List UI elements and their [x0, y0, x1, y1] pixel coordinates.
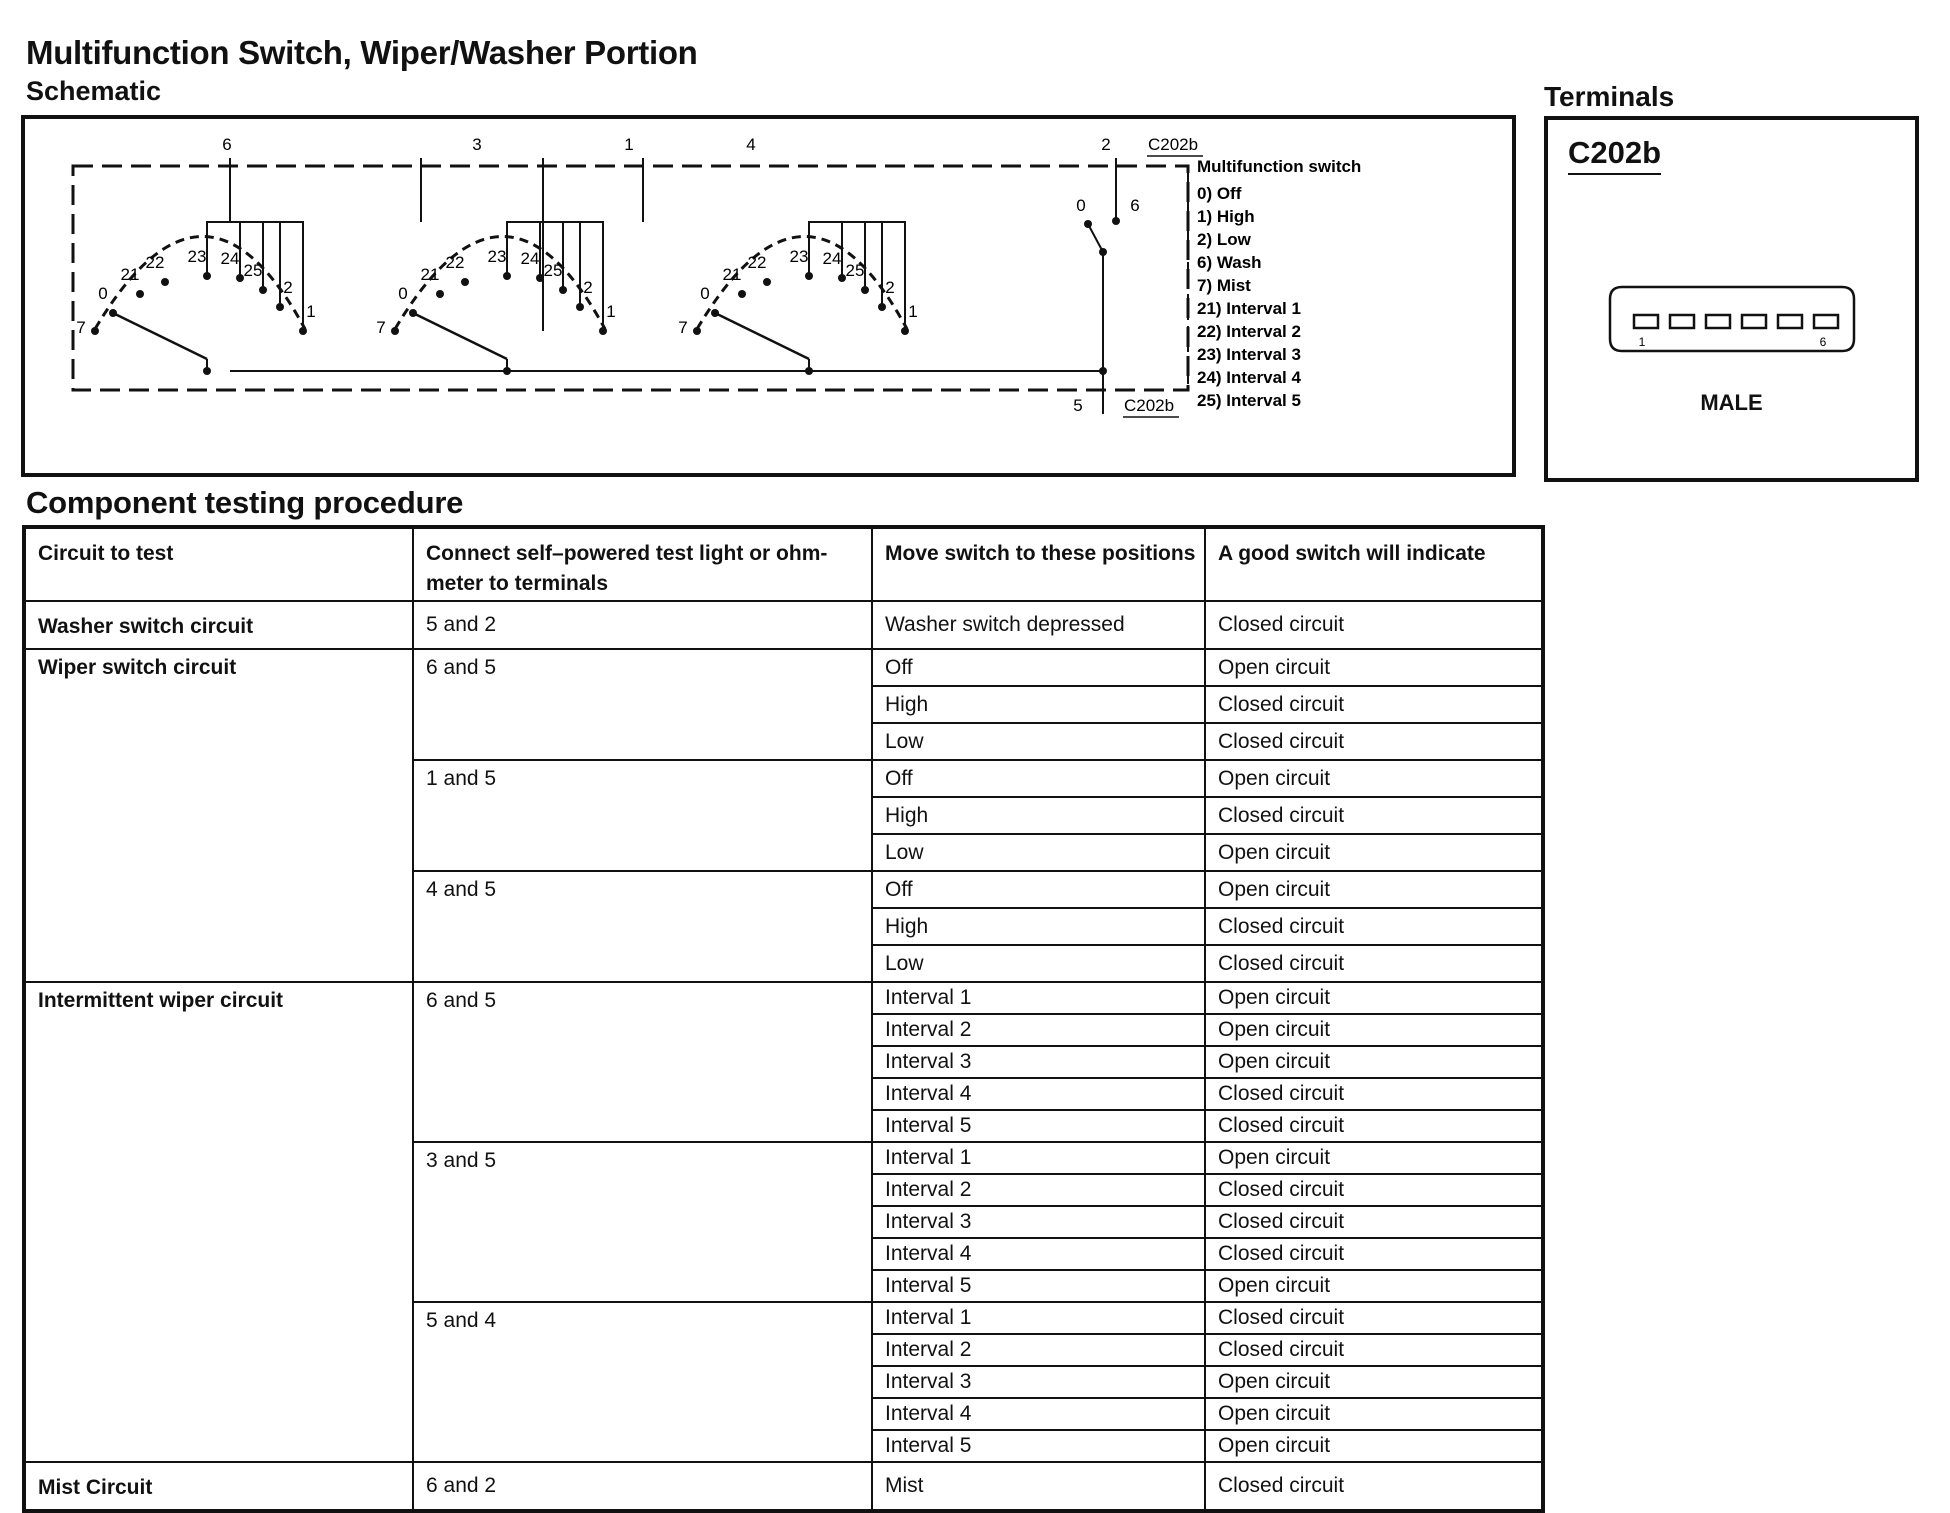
result-cell: Closed circuit [1205, 1078, 1543, 1110]
position-cell: Off [872, 649, 1205, 686]
connector-face [1602, 283, 1862, 373]
wire-label-5: 5 [1073, 396, 1083, 415]
legend-item: 2) Low [1197, 230, 1251, 249]
page-title: Multifunction Switch, Wiper/Washer Portion [26, 34, 698, 71]
terminals-cell: 3 and 5 [413, 1142, 872, 1302]
position-label: 7 [76, 318, 86, 337]
result-cell: Closed circuit [1205, 601, 1543, 649]
legend-item: 6) Wash [1197, 253, 1262, 272]
connector-pin [1778, 315, 1802, 328]
position-label: 25 [243, 261, 263, 280]
position-label: 24 [220, 249, 240, 268]
result-cell: Closed circuit [1205, 945, 1543, 982]
position-cell: High [872, 686, 1205, 723]
position-label: 21 [120, 265, 140, 284]
position-cell: Interval 2 [872, 1334, 1205, 1366]
position-cell: Interval 1 [872, 1302, 1205, 1334]
position-label: 23 [789, 247, 809, 266]
position-label: 7 [678, 318, 688, 337]
schematic-diagram [25, 119, 1512, 473]
position-cell: Interval 1 [872, 1142, 1205, 1174]
position-cell: Washer switch depressed [872, 601, 1205, 649]
table-row [24, 649, 1543, 686]
position-label: 25 [845, 261, 865, 280]
wash-pos-6: 6 [1130, 196, 1140, 215]
switch-contact [693, 327, 701, 335]
legend-item: 24) Interval 4 [1197, 368, 1301, 387]
terminals-panel [1544, 116, 1919, 482]
position-cell: Low [872, 723, 1205, 760]
schematic-panel [21, 115, 1516, 477]
legend-item: 1) High [1197, 207, 1255, 226]
position-label: 24 [822, 249, 842, 268]
terminals-heading: Terminals [1544, 81, 1675, 112]
result-cell: Open circuit [1205, 1366, 1543, 1398]
switch-contact [436, 290, 444, 298]
position-cell: Interval 4 [872, 1238, 1205, 1270]
header-circuit: Circuit to test [24, 527, 413, 601]
wiper-arm [113, 313, 207, 359]
position-label: 2 [283, 278, 293, 297]
position-cell: Off [872, 760, 1205, 797]
switch-bank-3 [643, 158, 918, 375]
position-label: 7 [376, 318, 386, 337]
legend-item: 22) Interval 2 [1197, 322, 1301, 341]
position-cell: Interval 5 [872, 1110, 1205, 1142]
result-cell: Open circuit [1205, 871, 1543, 908]
terminals-cell: 5 and 2 [413, 601, 872, 649]
connector-pin [1814, 315, 1838, 328]
position-label: 23 [487, 247, 507, 266]
position-cell: Interval 5 [872, 1430, 1205, 1462]
table-row [24, 601, 1543, 649]
position-cell: Off [872, 871, 1205, 908]
table-row [24, 982, 1543, 1014]
switch-contact [161, 278, 169, 286]
terminal-connector-id: C202b [1568, 135, 1661, 175]
legend-title: Multifunction switch [1197, 157, 1362, 176]
result-cell: Closed circuit [1205, 1206, 1543, 1238]
switch-contact [738, 290, 746, 298]
legend-item: 0) Off [1197, 184, 1242, 203]
position-label: 22 [145, 253, 165, 272]
position-label: 0 [398, 284, 408, 303]
table-header-row [24, 527, 1543, 601]
position-cell: High [872, 908, 1205, 945]
wire-label-6: 6 [222, 135, 232, 154]
position-cell: Mist [872, 1462, 1205, 1511]
legend-item: 7) Mist [1197, 276, 1251, 295]
circuit-cell: Mist Circuit [24, 1462, 413, 1511]
header-positions: Move switch to these positions [872, 527, 1205, 601]
position-label: 23 [187, 247, 207, 266]
connector-label-bottom: C202b [1124, 396, 1175, 415]
procedure-heading: Component testing procedure [26, 485, 464, 520]
position-label: 24 [520, 249, 540, 268]
terminals-cell: 6 and 5 [413, 982, 872, 1142]
legend-item: 23) Interval 3 [1197, 345, 1301, 364]
position-label: 22 [747, 253, 767, 272]
connector-pin [1742, 315, 1766, 328]
position-label: 22 [445, 253, 465, 272]
legend-item: 25) Interval 5 [1197, 391, 1301, 410]
terminals-cell: 1 and 5 [413, 760, 872, 871]
wire-label-4: 4 [746, 135, 756, 154]
connector-pin [1634, 315, 1658, 328]
procedure-table [22, 525, 1545, 1513]
terminals-cell: 6 and 2 [413, 1462, 872, 1511]
position-cell: Low [872, 945, 1205, 982]
position-cell: Interval 3 [872, 1206, 1205, 1238]
position-label: 2 [885, 278, 895, 297]
result-cell: Open circuit [1205, 1014, 1543, 1046]
result-cell: Open circuit [1205, 1046, 1543, 1078]
wiper-arm [413, 313, 507, 359]
position-label: 0 [700, 284, 710, 303]
wash-pos-0: 0 [1076, 196, 1086, 215]
result-cell: Open circuit [1205, 1430, 1543, 1462]
position-label: 2 [583, 278, 593, 297]
position-label: 1 [306, 302, 316, 321]
result-cell: Open circuit [1205, 1270, 1543, 1302]
wire-label-1: 1 [624, 135, 634, 154]
connector-label-top: C202b [1148, 135, 1199, 154]
position-label: 25 [543, 261, 563, 280]
result-cell: Closed circuit [1205, 908, 1543, 945]
result-cell: Open circuit [1205, 1398, 1543, 1430]
pin-label-1: 1 [1638, 335, 1646, 349]
switch-contact [461, 278, 469, 286]
header-terminals: Connect self–powered test light or ohm-meter to terminals [413, 527, 872, 601]
result-cell: Open circuit [1205, 649, 1543, 686]
result-cell: Closed circuit [1205, 1174, 1543, 1206]
position-label: 1 [908, 302, 918, 321]
result-cell: Closed circuit [1205, 1462, 1543, 1511]
result-cell: Open circuit [1205, 1142, 1543, 1174]
switch-bank-1 [76, 158, 315, 375]
wire-label-3: 3 [472, 135, 482, 154]
table-row [24, 1462, 1543, 1511]
result-cell: Closed circuit [1205, 1302, 1543, 1334]
result-cell: Closed circuit [1205, 723, 1543, 760]
result-cell: Closed circuit [1205, 686, 1543, 723]
pin-label-6: 6 [1819, 335, 1827, 349]
result-cell: Open circuit [1205, 834, 1543, 871]
position-cell: High [872, 797, 1205, 834]
wire-label-2: 2 [1101, 135, 1111, 154]
result-cell: Open circuit [1205, 760, 1543, 797]
position-cell: Interval 5 [872, 1270, 1205, 1302]
position-label: 21 [420, 265, 440, 284]
header-indication: A good switch will indicate [1205, 527, 1543, 601]
switch-contact [136, 290, 144, 298]
terminals-cell: 4 and 5 [413, 871, 872, 982]
position-cell: Interval 4 [872, 1078, 1205, 1110]
position-cell: Interval 2 [872, 1014, 1205, 1046]
position-label: 1 [606, 302, 616, 321]
result-cell: Closed circuit [1205, 1238, 1543, 1270]
circuit-cell: Wiper switch circuit [24, 649, 413, 982]
result-cell: Closed circuit [1205, 797, 1543, 834]
connector-gender: MALE [1700, 390, 1763, 415]
connector-pin [1706, 315, 1730, 328]
switch-contact [91, 327, 99, 335]
switch-contact [763, 278, 771, 286]
terminals-cell: 5 and 4 [413, 1302, 872, 1462]
position-cell: Interval 4 [872, 1398, 1205, 1430]
result-cell: Closed circuit [1205, 1110, 1543, 1142]
wiper-arm [715, 313, 809, 359]
position-cell: Interval 3 [872, 1366, 1205, 1398]
switch-bank-2 [376, 158, 615, 375]
position-cell: Interval 1 [872, 982, 1205, 1014]
connector-pin [1670, 315, 1694, 328]
schematic-heading: Schematic [26, 76, 162, 106]
circuit-cell: Intermittent wiper circuit [24, 982, 413, 1462]
position-cell: Low [872, 834, 1205, 871]
circuit-cell: Washer switch circuit [24, 601, 413, 649]
position-cell: Interval 2 [872, 1174, 1205, 1206]
position-cell: Interval 3 [872, 1046, 1205, 1078]
terminals-cell: 6 and 5 [413, 649, 872, 760]
switch-contact [391, 327, 399, 335]
result-cell: Closed circuit [1205, 1334, 1543, 1366]
position-label: 0 [98, 284, 108, 303]
position-label: 21 [722, 265, 742, 284]
result-cell: Open circuit [1205, 982, 1543, 1014]
legend-item: 21) Interval 1 [1197, 299, 1301, 318]
